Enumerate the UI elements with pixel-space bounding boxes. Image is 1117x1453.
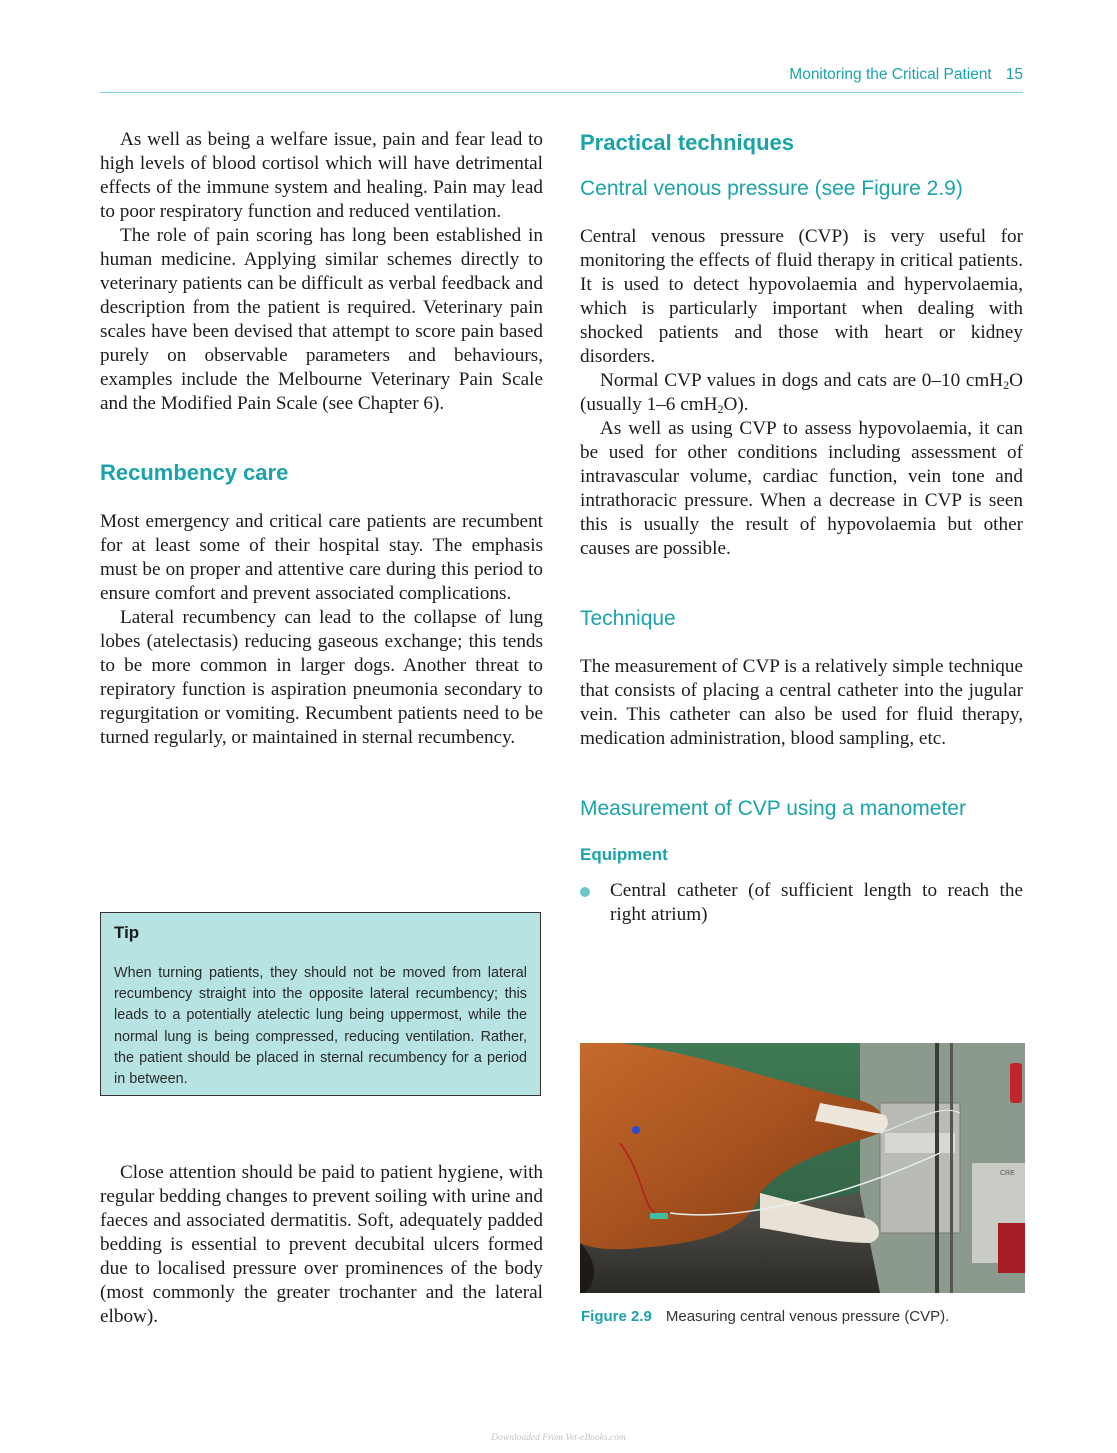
paragraph-lateral-recumbency: Lateral recumbency can lead to the collapse of lung lobes (atelectasis) reducing gaseous exchange; this tends to be more common in larger dogs. Another threat to repiratory function is aspiration pneumonia secondary to regurgitation or vomiting. Recumbent patients need to be turned regularly, or maintained in sternal recumbency. [100,607,543,748]
tip-box [100,912,541,1096]
tip-title: Tip [114,923,140,942]
heading-recumbency-care: Recumbency care [100,460,289,485]
header-title: Monitoring the Critical Patient [789,66,992,83]
heading-equipment: Equipment [580,845,668,864]
bullet-text-central-catheter: Central catheter (of sufficient length to reach the right atrium) [610,880,1023,925]
paragraph-pain-welfare: As well as being a welfare issue, pain and fear lead to high levels of blood cortisol which will have detrimental effects of the immune system and healing. Pain may lead to poor respiratory function and reduced ventilation. [100,129,543,222]
paragraph-technique: The measurement of CVP is a relatively simple technique that consists of placing a central catheter into the jugular vein. This catheter can also be used for fluid therapy, medication administration, blood sampling, etc. [580,656,1023,749]
monitor-label: CRE [1000,1170,1015,1177]
paragraph-recumbency-intro: Most emergency and critical care patients are recumbent for at least some of their hospital stay. The emphasis must be on proper and attentive care during this period to ensure comfort and prevent associated complications. [100,511,543,604]
left-column-lower [100,1161,543,1329]
paragraph-cvp-intro: Central venous pressure (CVP) is very useful for monitoring the effects of fluid therapy in critical patients. It is used to detect hypovolaemia and hypervolaemia, which is particularly important when dealing with shocked patients and those with heart or kidney disorders. [580,226,1023,367]
header-rule [100,92,1023,93]
bullet-icon [580,887,590,897]
paragraph-cvp-normal-values: Normal CVP values in dogs and cats are 0–10 cmH$_2$O (usually 1–6 cmH$_2$O). [580,370,1023,416]
photo-illustration [580,1043,1025,1293]
figure-caption [581,1308,1024,1325]
heading-practical-techniques: Practical techniques [580,130,794,155]
right-column [580,130,1023,927]
heading-manometer: Measurement of CVP using a manometer [580,797,966,820]
figure-caption-text: Measuring central venous pressure (CVP). [665,1308,950,1325]
page-number: 15 [1005,66,1023,83]
figure-label: Figure 2.9 [581,1308,652,1325]
running-header [100,66,1023,84]
figure-photo [580,1043,1025,1293]
paragraph-cvp-uses: As well as using CVP to assess hypovolaemia, it can be used for other conditions including assessment of intravascular volume, cardiac function, vein tone and intrathoracic pressure. When a decrease in CVP is seen this is usually the result of hypovolaemia but other causes are possible. [580,418,1023,559]
download-footer: Downloaded From Vet-eBooks.com [491,1433,626,1443]
paragraph-pain-scoring: The role of pain scoring has long been established in human medicine. Applying similar schemes directly to veterinary patients can be difficult as verbal feedback and description from the patient is required. Veterinary pain scales have been devised that attempt to score pain based purely on observable parameters and behaviours, examples include the Melbourne Veterinary Pain Scale and the Modified Pain Scale (see Chapter 6). [100,225,543,414]
heading-central-venous-pressure: Central venous pressure (see Figure 2.9) [580,177,963,200]
left-column [100,128,543,750]
heading-technique: Technique [580,607,676,630]
list-item [580,879,1023,927]
paragraph-hygiene: Close attention should be paid to patient hygiene, with regular bedding changes to prevent soiling with urine and faeces and associated dermatitis. Soft, adequately padded bedding is essential to prevent decubital ulcers formed due to localised pressure over prominences of the body (most commonly the greater trochanter and the lateral elbow). [100,1162,543,1327]
tip-body: When turning patients, they should not be moved from lateral recumbency straight into the opposite lateral recumbency; this leads to a potentially atelectic lung being uppermost, while the normal lung is being compressed, reducing ventilation. Rather, the patient should be placed in sternal recumbency for a period in between. [114,965,527,1088]
